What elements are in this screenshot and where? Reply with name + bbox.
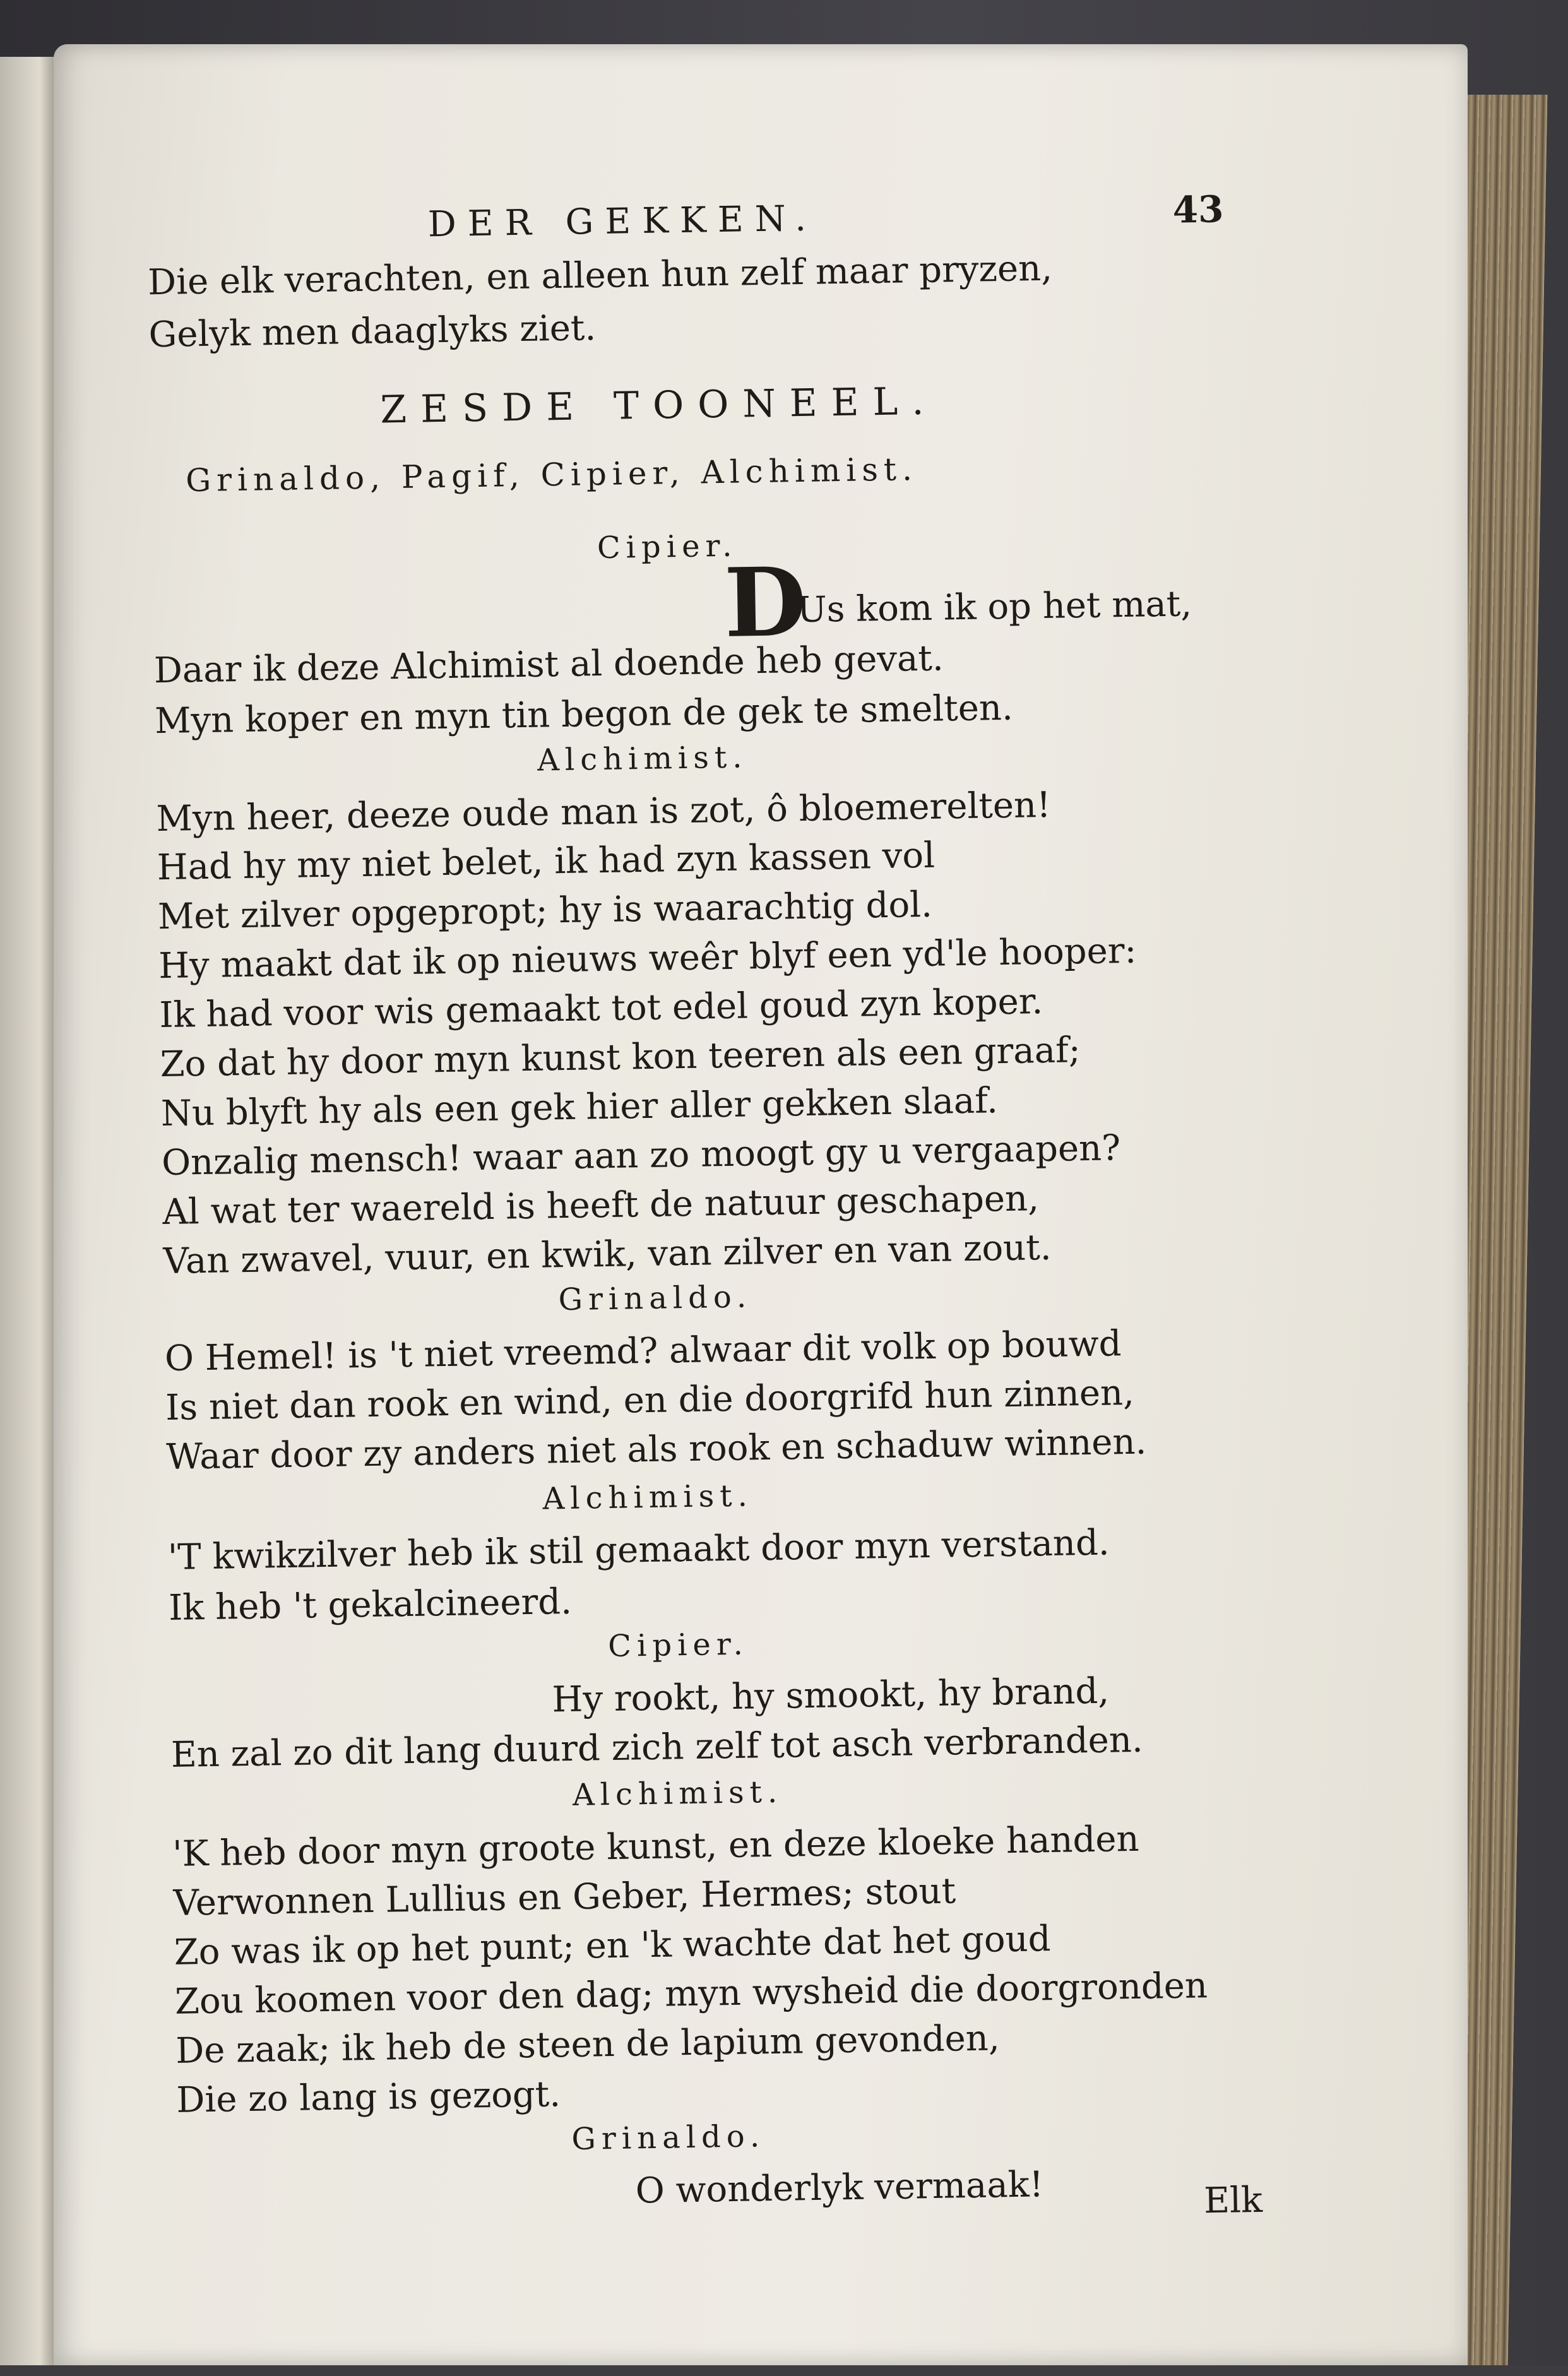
verse-line: Hy maakt dat ik op nieuws weêr blyf een yd'le hooper: xyxy=(158,930,1137,987)
verse-line: Zo dat hy door myn kunst kon teeren als een graaf; xyxy=(160,1030,1081,1086)
verse-line: Onzalig mensch! waar aan zo moogt gy u vergaapen? xyxy=(161,1127,1121,1184)
speaker-name: Cipier. xyxy=(607,1626,749,1665)
verse-line: Zo was ik op het punt; en 'k wachte dat het goud xyxy=(174,1918,1051,1973)
verse-line: De zaak; ik heb de steen de lapium gevonden, xyxy=(175,2017,1001,2072)
speaker-name: Grinaldo. xyxy=(571,2118,766,2158)
page-number: 43 xyxy=(1172,187,1224,232)
verse-line: Gelyk men daaglyks ziet. xyxy=(148,307,597,356)
verse-line: Verwonnen Lullius en Geber, Hermes; stout xyxy=(173,1870,956,1924)
verse-line: Die zo lang is gezogt. xyxy=(175,2074,561,2121)
verse-line: Ik had voor wis gemaakt tot edel goud zyn koper. xyxy=(158,981,1043,1037)
catchword: Elk xyxy=(1203,2179,1263,2222)
verse-line: Waar door zy anders niet als rook en schaduw winnen. xyxy=(165,1421,1147,1478)
verse-line: Die elk verachten, en alleen hun zelf maar pryzen, xyxy=(147,247,1053,304)
verse-line: Us kom ik op het mat, xyxy=(797,583,1192,631)
verse-line: 'T kwikzilver heb ik stil gemaakt door myn verstand. xyxy=(167,1522,1110,1578)
verse-line: Myn koper en myn tin begon de gek te smelten. xyxy=(154,687,1014,742)
speaker-name: Alchimist. xyxy=(572,1774,783,1813)
facing-page-edge xyxy=(0,57,57,2365)
verse-line: Al wat ter waereld is heeft de natuur geschapen, xyxy=(162,1178,1040,1233)
verse-line: O Hemel! is 't niet vreemd? alwaar dit volk op bouwd xyxy=(164,1323,1122,1379)
speaker-name: Alchimist. xyxy=(537,739,748,778)
verse-line: Had hy my niet belet, ik had zyn kassen vol xyxy=(157,835,935,889)
verse-line: Ik heb 't gekalcineerd. xyxy=(168,1581,573,1629)
verse-line: 'K heb door myn groote kunst, en deze kloeke handen xyxy=(172,1818,1140,1875)
speaker-name: Grinaldo. xyxy=(558,1279,752,1318)
verse-line: O wonderlyk vermaak! xyxy=(635,2164,1044,2212)
book-page xyxy=(54,44,1468,2365)
speaker-name: Cipier. xyxy=(597,528,738,566)
scene-title: ZESDE TOONEEL. xyxy=(379,379,938,432)
running-head: DER GEKKEN. xyxy=(427,198,818,246)
speaker-name: Alchimist. xyxy=(542,1478,754,1517)
verse-line: Van zwavel, vuur, en kwik, van zilver en van zout. xyxy=(163,1227,1052,1283)
page-text xyxy=(47,33,1497,2376)
verse-line: Myn heer, deeze oude man is zot, ô bloemerelten! xyxy=(156,784,1052,840)
verse-line: Met zilver opgepropt; hy is waarachtig dol. xyxy=(157,884,933,938)
verse-line: Hy rookt, hy smookt, hy brand, xyxy=(552,1670,1110,1721)
verse-line: Zou koomen voor den dag; myn wysheid die doorgronden xyxy=(174,1965,1208,2023)
drop-cap: D xyxy=(723,546,807,659)
verse-line: Nu blyft hy als een gek hier aller gekken slaaf. xyxy=(160,1080,999,1135)
cast-list: Grinaldo, Pagif, Cipier, Alchimist. xyxy=(185,451,918,499)
verse-line: Is niet dan rook en wind, en die doorgrifd hun zinnen, xyxy=(165,1372,1135,1429)
verse-line: En zal zo dit lang duurd zich zelf tot asch verbranden. xyxy=(170,1719,1144,1776)
verse-line: Daar ik deze Alchimist al doende heb gevat. xyxy=(153,638,944,692)
